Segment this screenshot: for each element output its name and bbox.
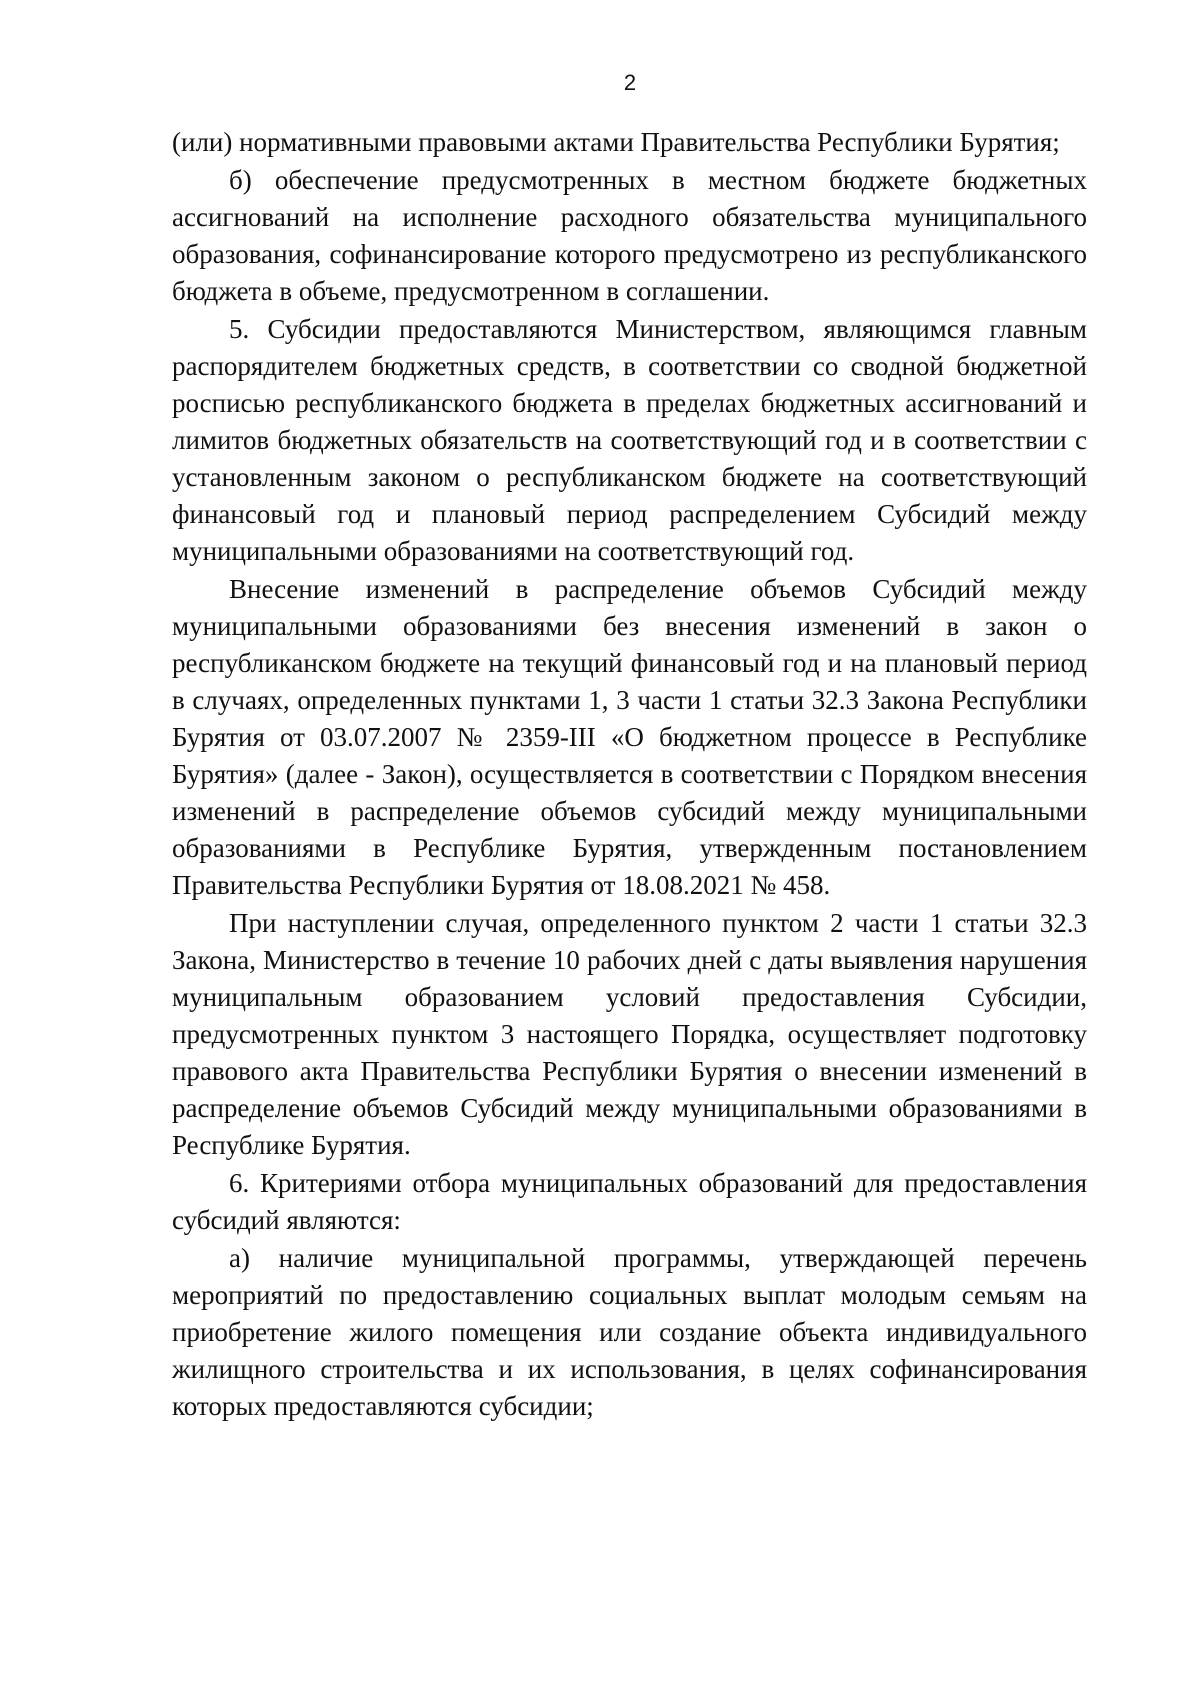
document-body	[172, 124, 1087, 1426]
paragraph-distribution-changes: Внесение изменений в распределение объемов Субсидий между муниципальными образованиями без внесения изменений в закон о республиканском бюджете на текущий финансовый год и на плановый период в случаях, определенных пунктами 1, 3 части 1 статьи 32.3 Закона Республики Бурятия от 03.07.2007 № 2359-III «О бюджетном процессе в Республике Бурятия» (далее - Закон), осуществляется в соответствии с Порядком внесения изменений в распределение объемов субсидий между муниципальными образованиями в Республике Бурятия, утвержденным постановлением Правительства Республики Бурятия от 18.08.2021 № 458.	[172, 574, 1087, 900]
paragraph-item-a: а) наличие муниципальной программы, утверждающей перечень мероприятий по предоставлению социальных выплат молодым семьям на приобретение жилого помещения или создание объекта индивидуального жилищного строительства и их использования, в целях софинансирования которых предоставляются субсидии;	[172, 1243, 1087, 1421]
paragraph-item-b: б) обеспечение предусмотренных в местном бюджете бюджетных ассигнований на исполнение расходного обязательства муниципального образования, софинансирование которого предусмотрено из республиканского бюджета в объеме, предусмотренном в соглашении.	[172, 165, 1087, 306]
paragraph-6: 6. Критериями отбора муниципальных образований для предоставления субсидий являются:	[172, 1168, 1087, 1235]
paragraph-case-point-2: При наступлении случая, определенного пунктом 2 части 1 статьи 32.3 Закона, Министерство в течение 10 рабочих дней с даты выявления нарушения муниципальным образованием условий предоставления Субсидии, предусмотренных пунктом 3 настоящего Порядка, осуществляет подготовку правового акта Правительства Республики Бурятия о внесении изменений в распределение объемов Субсидий между муниципальными образованиями в Республике Бурятия.	[172, 908, 1087, 1160]
paragraph-5: 5. Субсидии предоставляются Министерством, являющимся главным распорядителем бюджетных средств, в соответствии со сводной бюджетной росписью республиканского бюджета в пределах бюджетных ассигнований и лимитов бюджетных обязательств на соответствующий год и в соответствии с установленным законом о республиканском бюджете на соответствующий финансовый год и плановый период распределением Субсидий между муниципальными образованиями на соответствующий год.	[172, 314, 1087, 566]
page-number: 2	[623, 70, 637, 95]
paragraph-legal-acts-continuation: (или) нормативными правовыми актами Правительства Республики Бурятия;	[172, 127, 1060, 157]
